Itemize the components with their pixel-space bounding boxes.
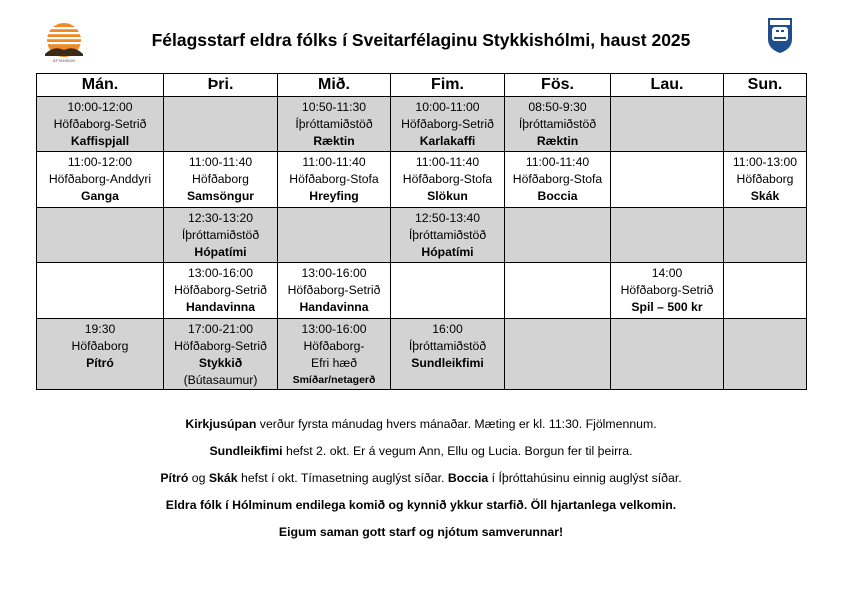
- schedule-cell: [37, 97, 164, 152]
- cell-activity: Ganga: [81, 189, 119, 203]
- cell-time: 13:00-16:00: [301, 322, 367, 336]
- cell-time: 10:50-11:30: [301, 100, 367, 114]
- cell-place: Höfðaborg-: [303, 339, 365, 353]
- cell-place: Höfðaborg-Setrið: [287, 283, 381, 297]
- cell-time: 12:50-13:40: [414, 211, 481, 225]
- day-header-row: [37, 74, 807, 97]
- cell-activity: Karlakaffi: [419, 134, 476, 148]
- schedule-cell-empty: [611, 319, 724, 390]
- cell-activity: Samsöngur: [186, 189, 255, 203]
- day-header: Mán.: [37, 74, 164, 97]
- cell-time: 19:30: [84, 322, 116, 336]
- schedule-cell: [505, 97, 611, 152]
- page-title: Félagsstarf eldra fólks í Sveitarfélaginu Stykkishólmi, haust 2025: [151, 30, 691, 50]
- schedule-cell: [724, 152, 807, 208]
- schedule-cell: [391, 97, 505, 152]
- schedule-cell: [164, 152, 278, 208]
- day-header: Mið.: [278, 74, 391, 97]
- schedule-cell: [278, 319, 391, 390]
- schedule-cell-empty: [724, 208, 807, 263]
- cell-time: 12:30-13:20: [187, 211, 254, 225]
- notes-section: [0, 416, 842, 551]
- schedule-cell-empty: [37, 208, 164, 263]
- cell-place: Íþróttamiðstöð: [408, 339, 487, 353]
- day-header: Lau.: [611, 74, 724, 97]
- cell-place: Höfðaborg-Stofa: [512, 172, 603, 186]
- schedule-cell: [164, 319, 278, 390]
- schedule-cell-empty: [505, 208, 611, 263]
- note-line: [0, 497, 842, 524]
- note-bold: Eldra fólk í Hólminum endilega komið og kynnið ykkur starfið. Öll hjartanlega velkomin.: [165, 498, 677, 512]
- schedule-cell: [505, 152, 611, 208]
- day-header: Sun.: [724, 74, 807, 97]
- cell-time: 11:00-11:40: [302, 155, 366, 169]
- cell-place: Höfðaborg-Stofa: [402, 172, 493, 186]
- cell-place: Höfðaborg: [71, 339, 129, 353]
- note-bold: Kirkjusúpan: [185, 417, 257, 431]
- cell-time: 11:00-11:40: [525, 155, 590, 169]
- cell-place: Höfðaborg-Anddyri: [48, 172, 152, 186]
- cell-time: 08:50-9:30: [528, 100, 587, 114]
- schedule-cell-empty: [164, 97, 278, 152]
- cell-place: Íþróttamiðstöð: [518, 117, 597, 131]
- cell-activity: Skák: [750, 189, 780, 203]
- schedule-row: [37, 152, 807, 208]
- cell-activity: Handavinna: [185, 300, 256, 314]
- schedule-cell-empty: [37, 263, 164, 319]
- schedule-cell-empty: [611, 208, 724, 263]
- cell-place: Höfðaborg: [192, 172, 249, 186]
- cell-activity: Hópatími: [194, 245, 247, 259]
- cell-activity: Hópatími: [421, 245, 474, 259]
- schedule-cell: [37, 152, 164, 208]
- cell-activity: Ræktin: [313, 134, 355, 148]
- day-header: Fim.: [391, 74, 505, 97]
- schedule-cell-empty: [724, 319, 807, 390]
- schedule-cell: [391, 208, 505, 263]
- cell-time: 13:00-16:00: [187, 266, 254, 280]
- cell-place: Íþróttamiðstöð: [181, 228, 260, 242]
- cell-time: 10:00-11:00: [415, 100, 480, 114]
- cell-place: Höfðaborg-Setrið: [620, 283, 714, 297]
- note-text: hefst í okt. Tímasetning auglýst síðar.: [237, 471, 448, 485]
- schedule-cell: [164, 208, 278, 263]
- schedule-cell: [278, 97, 391, 152]
- schedule-cell: [391, 152, 505, 208]
- note-text: hefst 2. okt. Er á vegum Ann, Ellu og Lucia. Borgun fer til þeirra.: [282, 444, 633, 458]
- cell-activity: Ræktin: [536, 134, 579, 148]
- schedule-cell: [278, 263, 391, 319]
- day-header: Þri.: [164, 74, 278, 97]
- note-text: í Íþróttahúsinu einnig auglýst síðar.: [488, 471, 682, 485]
- cell-place: Íþróttamiðstöð: [295, 117, 373, 131]
- schedule-cell-empty: [611, 152, 724, 208]
- schedule-cell-empty: [505, 319, 611, 390]
- schedule-cell: [37, 319, 164, 390]
- note-text: og: [188, 471, 209, 485]
- note-line: [0, 443, 842, 470]
- cell-activity: Kaffispjall: [70, 134, 130, 148]
- cell-activity: Sundleikfimi: [411, 356, 484, 370]
- note-line: [0, 470, 842, 497]
- cell-activity: Stykkið: [198, 356, 243, 370]
- cell-time: 10:00-12:00: [67, 100, 133, 114]
- note-text: verður fyrsta mánudag hvers mánaðar. Mæting er kl. 11:30. Fjölmennum.: [256, 417, 657, 431]
- schedule-cell: [164, 263, 278, 319]
- schedule-cell: [391, 319, 505, 390]
- day-header: Fös.: [505, 74, 611, 97]
- cell-activity: Handavinna: [299, 300, 369, 314]
- schedule-cell-empty: [391, 263, 505, 319]
- cell-place-line2: Efri hæð: [310, 356, 358, 370]
- cell-activity: Spil – 500 kr: [631, 300, 703, 314]
- schedule-row: [37, 208, 807, 263]
- cell-note: (Bútasaumur): [183, 373, 258, 387]
- note-bold: Eigum saman gott starf og njótum samverunnar!: [278, 525, 564, 539]
- cell-activity: Smíðar/netagerð: [292, 374, 376, 386]
- note-line: [0, 416, 842, 443]
- cell-time: 14:00: [651, 266, 683, 280]
- schedule-cell: [611, 263, 724, 319]
- schedule-cell-empty: [278, 208, 391, 263]
- note-bold: Boccia: [447, 471, 489, 485]
- cell-place: Höfðaborg: [736, 172, 794, 186]
- note-bold: Skák: [208, 471, 238, 485]
- schedule-cell-empty: [724, 263, 807, 319]
- cell-time: 11:00-11:40: [188, 155, 253, 169]
- cell-activity: Pítró: [86, 356, 114, 370]
- schedule-cell-empty: [611, 97, 724, 152]
- schedule-row: [37, 319, 807, 390]
- cell-activity: Slökun: [427, 189, 468, 203]
- cell-activity: Hreyfing: [309, 189, 359, 203]
- cell-time: 17:00-21:00: [187, 322, 254, 336]
- cell-time: 11:00-12:00: [67, 155, 133, 169]
- schedule-table: [36, 73, 807, 390]
- cell-place: Höfðaborg-Setrið: [174, 283, 267, 297]
- schedule-row: [37, 97, 807, 152]
- cell-time: 11:00-11:40: [415, 155, 480, 169]
- cell-time: 11:00-13:00: [732, 155, 798, 169]
- note-line: [0, 524, 842, 551]
- cell-place: Höfðaborg-Setrið: [174, 339, 267, 353]
- cell-place: Höfðaborg-Setrið: [53, 117, 147, 131]
- schedule-cell-empty: [724, 97, 807, 152]
- cell-place: Íþróttamiðstöð: [408, 228, 487, 242]
- note-bold: Sundleikfimi: [209, 444, 283, 458]
- schedule-cell: [278, 152, 391, 208]
- cell-place: Höfðaborg-Setrið: [401, 117, 494, 131]
- schedule-cell-empty: [505, 263, 611, 319]
- schedule-row: [37, 263, 807, 319]
- cell-time: 13:00-16:00: [301, 266, 367, 280]
- cell-time: 16:00: [432, 322, 463, 336]
- note-bold: Pítró: [160, 471, 189, 485]
- cell-place: Höfðaborg-Stofa: [289, 172, 379, 186]
- logo-text: ÁFTANSKIN: [52, 58, 76, 63]
- cell-activity: Boccia: [537, 189, 578, 203]
